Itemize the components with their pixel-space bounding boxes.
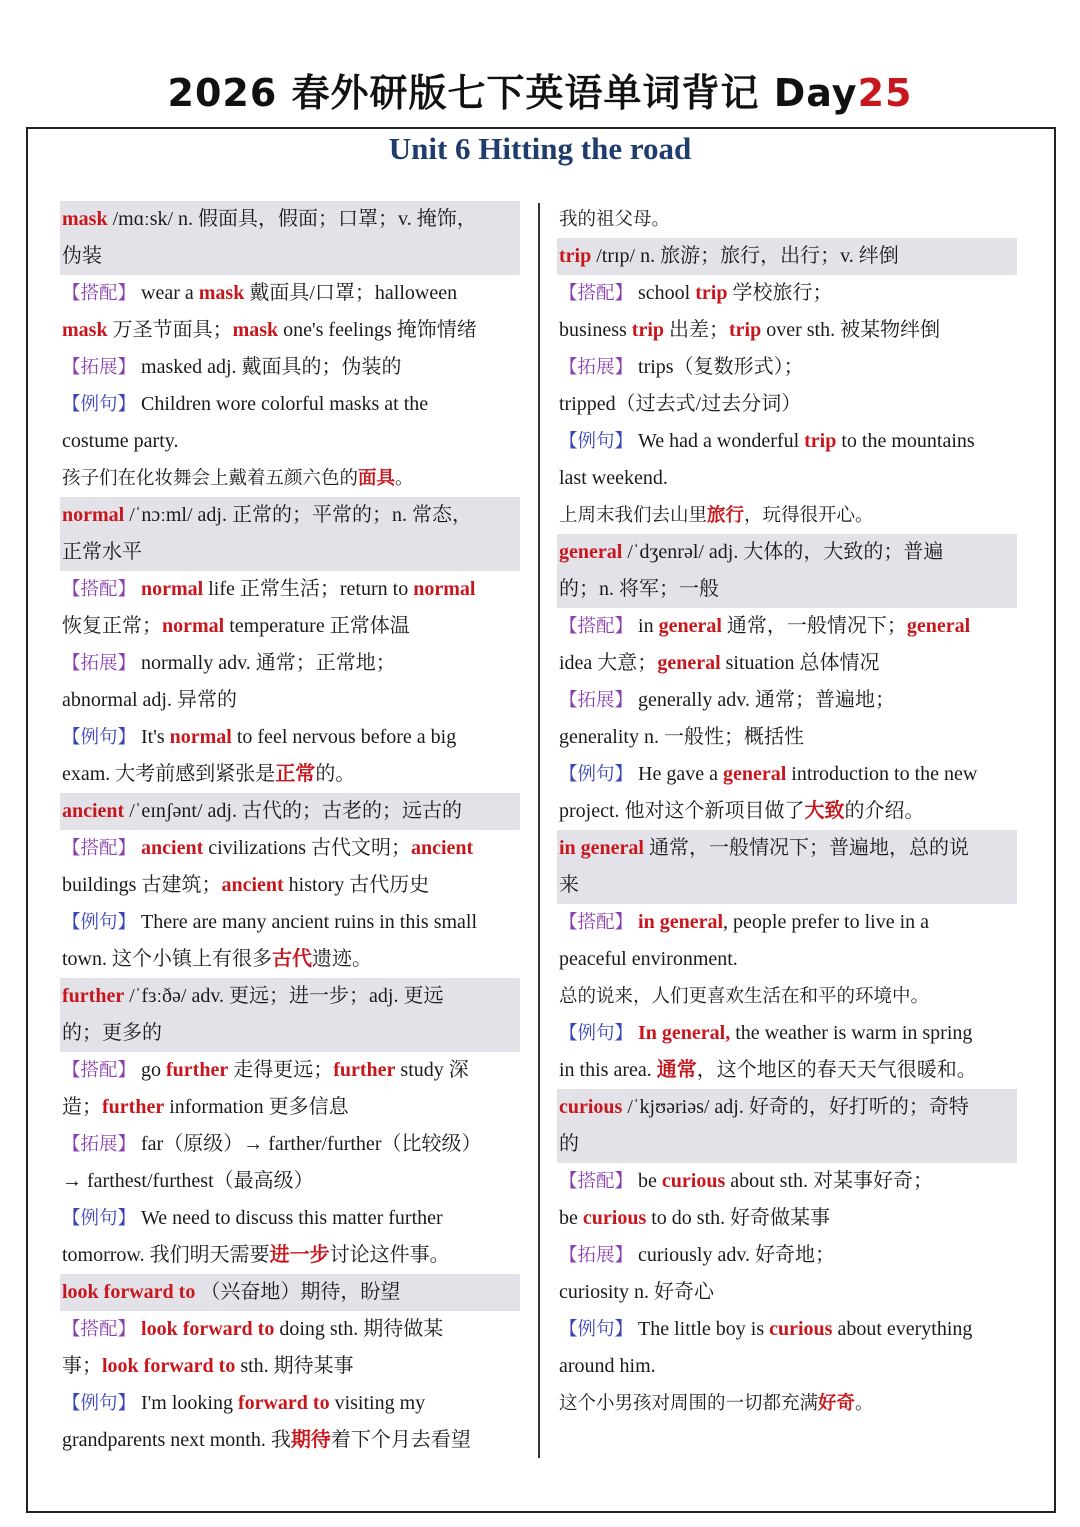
headword: trip (559, 245, 592, 267)
keyword: further (102, 1096, 165, 1118)
definition: /trɪp/ n. 旅游；旅行，出行；v. 绊倒 (591, 245, 899, 267)
definition: /ˈdʒenrəl/ adj. 大体的，大致的；普遍 (622, 541, 944, 563)
keyword: normal (169, 726, 232, 748)
word-entry-general (557, 534, 1017, 608)
keyword: ancient (221, 874, 284, 896)
keyword: normal (141, 578, 204, 600)
word-entry-ancient (60, 793, 520, 830)
keyword: general (657, 652, 721, 674)
definition-cont: 的；更多的 (62, 1022, 162, 1044)
keyword: mask (62, 319, 108, 341)
keyword: 期待 (290, 1429, 331, 1451)
definition: /ˈeɪnʃənt/ adj. 古代的；古老的；远古的 (124, 800, 462, 822)
keyword: 好奇 (818, 1393, 856, 1414)
text: information 更多信息 (164, 1096, 349, 1118)
text: grandparents next month. 我 (62, 1429, 291, 1451)
keyword: trip (695, 282, 728, 304)
translation: 总的说来，人们更喜欢生活在和平的环境中。 (559, 986, 930, 1007)
word-entry-further (60, 978, 520, 1052)
keyword: mask (198, 282, 245, 304)
extension-label: 【拓展】 (62, 653, 137, 674)
text: 出差； (664, 319, 730, 341)
word-entry-mask (60, 201, 520, 275)
definition: /ˈkjʊəriəs/ adj. 好奇的，好打听的；奇特 (622, 1096, 969, 1118)
text: masked adj. 戴面具的；伪装的 (136, 356, 402, 378)
text: We need to discuss this matter further (136, 1207, 443, 1229)
text: in this area. (559, 1059, 657, 1081)
keyword: In general, (638, 1022, 731, 1044)
example-label: 【例句】 (559, 764, 634, 785)
extension-label: 【拓展】 (559, 357, 634, 378)
page-title (0, 62, 1080, 117)
example-label: 【例句】 (62, 1393, 137, 1414)
extension-label: 【拓展】 (559, 1245, 634, 1266)
keyword: mask (232, 319, 279, 341)
definition: /ˈfɜːðə/ adv. 更远；进一步；adj. 更远 (124, 985, 444, 1007)
text: go (136, 1059, 167, 1081)
text: doing sth. 期待做某 (274, 1318, 444, 1340)
keyword: general (722, 763, 787, 785)
extension-label: 【拓展】 (62, 357, 137, 378)
text: There are many ancient ruins in this small (136, 911, 478, 933)
keyword: ancient (411, 837, 474, 859)
example-label: 【例句】 (559, 1319, 634, 1340)
collocation-label: 【搭配】 (62, 1319, 137, 1340)
text: 。 (855, 1393, 874, 1414)
title-prefix: 2026 春外研版七下英语单词背记 Day (167, 71, 858, 115)
keyword: 进一步 (269, 1244, 330, 1266)
definition: （兴奋地）期待，盼望 (195, 1281, 401, 1303)
text: I'm looking (136, 1392, 238, 1414)
definition: /ˈnɔːml/ adj. 正常的；平常的；n. 常态， (124, 504, 472, 526)
text: peaceful environment. (559, 948, 738, 970)
text: situation 总体情况 (720, 652, 880, 674)
day-number: 25 (857, 71, 913, 115)
headword: curious (559, 1096, 623, 1118)
text: business (559, 319, 632, 341)
keyword: curious (661, 1170, 726, 1192)
text: one's feelings 掩饰情绪 (278, 319, 477, 341)
text: He gave a (633, 763, 723, 785)
text: normally adv. 通常；正常地； (136, 652, 396, 674)
text: curiously adv. 好奇地； (633, 1244, 836, 1266)
keyword: trip (729, 319, 762, 341)
text: sth. 期待某事 (235, 1355, 354, 1377)
collocation-label: 【搭配】 (559, 283, 634, 304)
text: 事； (62, 1355, 102, 1377)
text: 学校旅行； (727, 282, 833, 304)
keyword: ancient (141, 837, 204, 859)
text: 戴面具/口罩；halloween (244, 282, 458, 304)
extension-label: 【拓展】 (559, 690, 634, 711)
text: generality n. 一般性；概括性 (559, 726, 804, 748)
text: 。 (395, 468, 414, 489)
headword: further (62, 985, 125, 1007)
keyword: trip (631, 319, 665, 341)
text: buildings 古建筑； (62, 874, 222, 896)
text: It's (136, 726, 170, 748)
keyword: 古代 (272, 948, 312, 970)
text: The little boy is (633, 1318, 770, 1340)
definition: 通常，一般情况下；普遍地，总的说 (644, 837, 969, 859)
definition-cont: 的 (559, 1133, 579, 1155)
text: study 深 (395, 1059, 469, 1081)
text: about everything (832, 1318, 973, 1340)
keyword: in general (638, 911, 724, 933)
text: to the mountains (836, 430, 975, 452)
example-label: 【例句】 (62, 912, 137, 933)
example-label: 【例句】 (559, 431, 634, 452)
right-column (559, 201, 1017, 1422)
text: life 正常生活；return to (203, 578, 414, 600)
text: project. 他对这个新项目做了 (559, 800, 805, 822)
text: visiting my (329, 1392, 426, 1414)
text: in (633, 615, 659, 637)
text: 走得更远； (228, 1059, 334, 1081)
text: to feel nervous before a big (231, 726, 457, 748)
text: last weekend. (559, 467, 668, 489)
headword: look forward to (62, 1281, 196, 1303)
headword: normal (62, 504, 125, 526)
text: 恢复正常； (62, 615, 162, 637)
word-entry-trip (557, 238, 1017, 275)
collocation-label: 【搭配】 (559, 1171, 634, 1192)
definition-cont: 来 (559, 874, 579, 896)
text: about sth. 对某事好奇； (725, 1170, 934, 1192)
keyword: 面具 (358, 468, 396, 489)
headword: mask (62, 208, 108, 230)
text: over sth. 被某物绊倒 (761, 319, 941, 341)
keyword: 旅行 (707, 505, 745, 526)
text: the weather is warm in spring (730, 1022, 973, 1044)
text: exam. 大考前感到紧张是 (62, 763, 276, 785)
keyword: forward to (237, 1392, 330, 1414)
text: town. 这个小镇上有很多 (62, 948, 272, 970)
left-column (62, 201, 520, 1459)
extension-label: 【拓展】 (62, 1134, 137, 1155)
keyword: 大致 (804, 800, 845, 822)
translation-cont: 我的祖父母。 (559, 209, 671, 230)
keyword: 正常 (275, 763, 316, 785)
text: ，这个地区的春天天气很暖和。 (696, 1059, 977, 1081)
collocation-label: 【搭配】 (62, 579, 137, 600)
collocation-label: 【搭配】 (559, 616, 634, 637)
text: 通常，一般情况下； (721, 615, 907, 637)
text: be (559, 1207, 583, 1229)
keyword: further (333, 1059, 396, 1081)
text: generally adv. 通常；普遍地； (633, 689, 895, 711)
keyword: general (906, 615, 971, 637)
text: 造； (62, 1096, 102, 1118)
word-entry-curious (557, 1089, 1017, 1163)
text: 万圣节面具； (107, 319, 233, 341)
collocation-label: 【搭配】 (62, 838, 137, 859)
definition: /mɑːsk/ n. 假面具，假面；口罩；v. 掩饰， (107, 208, 477, 230)
translation: 上周末我们去山里 (559, 505, 708, 526)
text: tomorrow. 我们明天需要 (62, 1244, 270, 1266)
text: civilizations 古代文明； (203, 837, 411, 859)
example-label: 【例句】 (559, 1023, 634, 1044)
headword: in general (559, 837, 644, 859)
text: wear a (136, 282, 199, 304)
text: around him. (559, 1355, 656, 1377)
keyword: further (166, 1059, 229, 1081)
definition-cont: 的；n. 将军；一般 (559, 578, 719, 600)
example-label: 【例句】 (62, 727, 137, 748)
keyword: 通常 (656, 1059, 697, 1081)
collocation-label: 【搭配】 (62, 283, 137, 304)
text: tripped（过去式/过去分词） (559, 393, 802, 415)
example-label: 【例句】 (62, 1208, 137, 1229)
text: 的介绍。 (844, 800, 925, 822)
text: → farthest/furthest（最高级） (62, 1170, 314, 1192)
text: temperature 正常体温 (224, 615, 410, 637)
keyword: trip (804, 430, 837, 452)
text: We had a wonderful (633, 430, 805, 452)
unit-title: Unit 6 Hitting the road (388, 131, 692, 166)
keyword: curious (769, 1318, 833, 1340)
headword: general (559, 541, 623, 563)
text: abnormal adj. 异常的 (62, 689, 237, 711)
column-divider (538, 203, 540, 1458)
text: be (633, 1170, 662, 1192)
keyword: general (658, 615, 722, 637)
text: 着下个月去看望 (330, 1429, 471, 1451)
text: curiosity n. 好奇心 (559, 1281, 714, 1303)
definition-cont: 伪装 (62, 245, 102, 267)
word-entry-normal (60, 497, 520, 571)
text: idea 大意； (559, 652, 658, 674)
keyword: look forward to (141, 1318, 275, 1340)
text: far（原级）→ farther/further（比较级） (136, 1133, 482, 1155)
text: trips（复数形式）； (633, 356, 804, 378)
keyword: normal (162, 615, 225, 637)
example-label: 【例句】 (62, 394, 137, 415)
collocation-label: 【搭配】 (62, 1060, 137, 1081)
text: to do sth. 好奇做某事 (646, 1207, 831, 1229)
text: 遗迹。 (312, 948, 372, 970)
translation: 孩子们在化妆舞会上戴着五颜六色的 (62, 468, 359, 489)
headword: ancient (62, 800, 125, 822)
text: Children wore colorful masks at the (136, 393, 429, 415)
text: 讨论这件事。 (329, 1244, 450, 1266)
word-entry-in-general (557, 830, 1017, 904)
keyword: look forward to (102, 1355, 236, 1377)
translation: 这个小男孩对周围的一切都充满 (559, 1393, 819, 1414)
text: , people prefer to live in a (723, 911, 930, 933)
text: 的。 (315, 763, 356, 785)
keyword: curious (582, 1207, 647, 1229)
word-entry-look-forward-to (60, 1274, 520, 1311)
text: ，玩得很开心。 (744, 505, 874, 526)
definition-cont: 正常水平 (62, 541, 142, 563)
text: school (633, 282, 696, 304)
collocation-label: 【搭配】 (559, 912, 634, 933)
text: costume party. (62, 430, 179, 452)
keyword: normal (413, 578, 476, 600)
text: history 古代历史 (283, 874, 430, 896)
text: introduction to the new (786, 763, 978, 785)
